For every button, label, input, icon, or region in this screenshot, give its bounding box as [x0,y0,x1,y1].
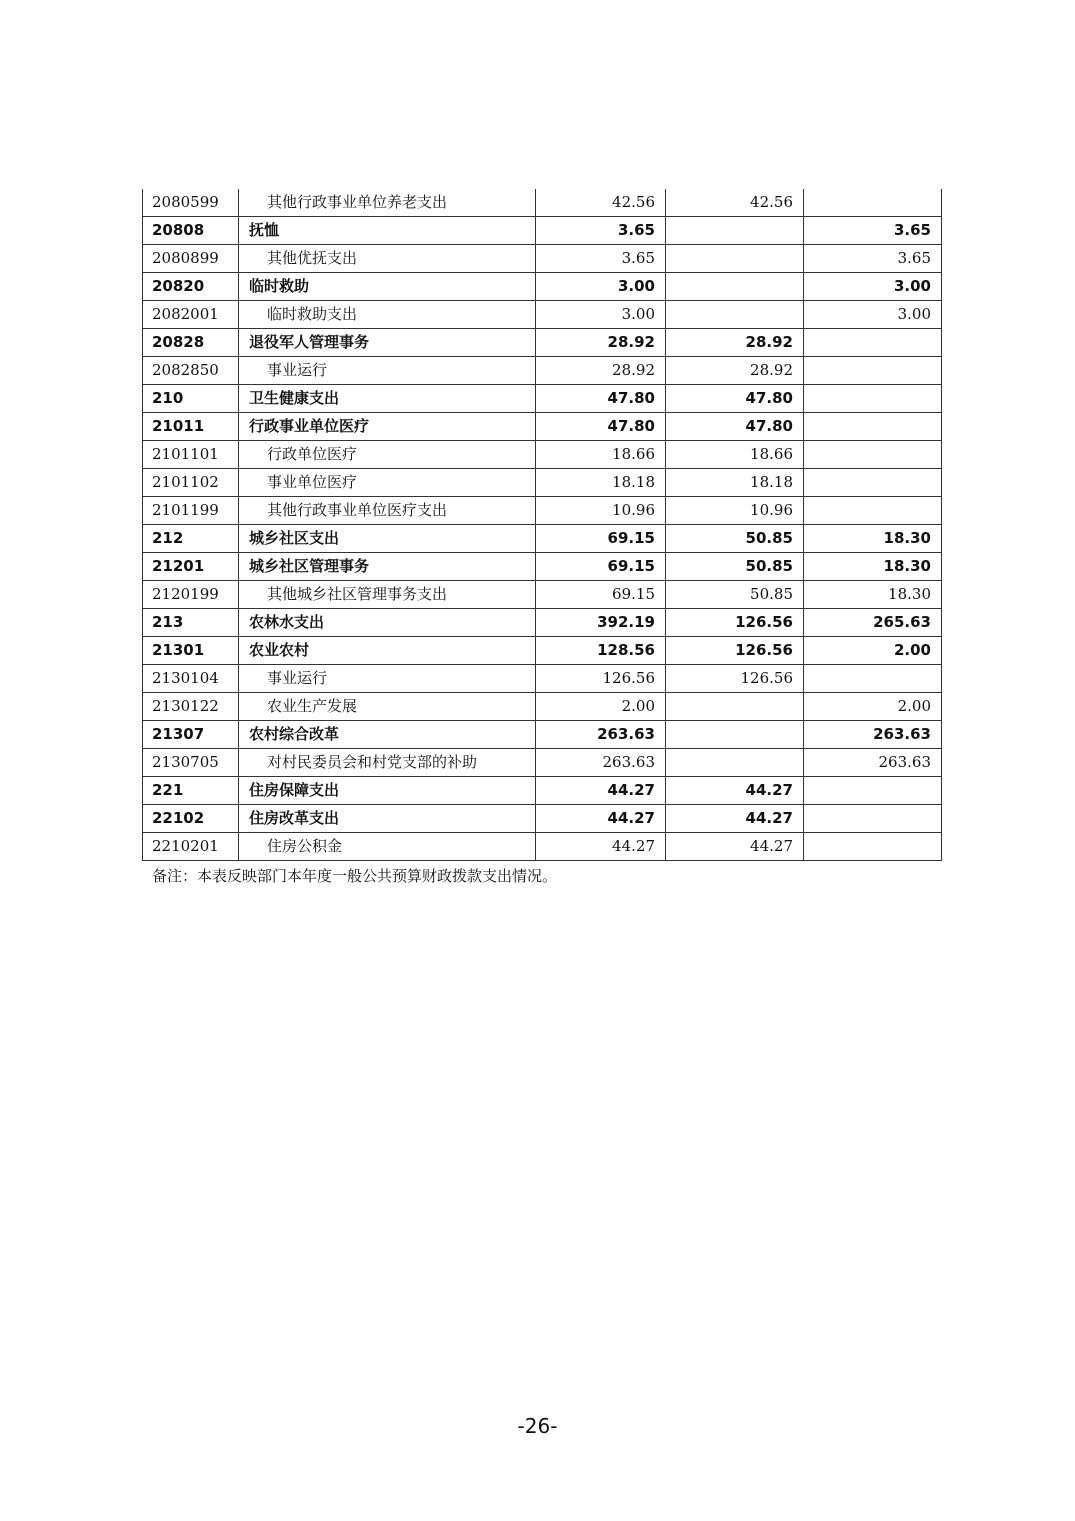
row-name-cell: 农业生产发展 [239,693,536,721]
row-code-cell: 21301 [143,637,239,665]
table-row [143,273,942,301]
row-basic-cell: 28.92 [666,357,804,385]
table-row [143,469,942,497]
row-basic-cell: 126.56 [666,665,804,693]
row-name-cell: 农林水支出 [239,609,536,637]
row-basic-cell: 50.85 [666,553,804,581]
row-name-cell: 事业运行 [239,357,536,385]
row-name-cell: 住房公积金 [239,833,536,861]
row-code-cell: 21011 [143,413,239,441]
table-row [143,441,942,469]
row-total-cell: 44.27 [536,805,666,833]
row-name-cell: 城乡社区支出 [239,525,536,553]
row-total-cell: 28.92 [536,357,666,385]
table-row [143,693,942,721]
row-basic-cell [666,693,804,721]
table-row [143,833,942,861]
table-row [143,777,942,805]
row-code-cell: 2080899 [143,245,239,273]
row-total-cell: 263.63 [536,721,666,749]
row-project-cell [804,357,942,385]
row-basic-cell [666,245,804,273]
row-project-cell [804,777,942,805]
row-total-cell: 47.80 [536,385,666,413]
row-code-cell: 20820 [143,273,239,301]
row-total-cell: 2.00 [536,693,666,721]
row-basic-cell: 18.66 [666,441,804,469]
row-project-cell: 2.00 [804,693,942,721]
row-code-cell: 2082850 [143,357,239,385]
row-name-cell: 行政单位医疗 [239,441,536,469]
row-basic-cell: 126.56 [666,637,804,665]
row-project-cell [804,413,942,441]
row-basic-cell: 126.56 [666,609,804,637]
table-row [143,245,942,273]
table-row [143,637,942,665]
row-code-cell: 221 [143,777,239,805]
row-total-cell: 392.19 [536,609,666,637]
row-project-cell [804,441,942,469]
row-total-cell: 18.66 [536,441,666,469]
row-basic-cell: 18.18 [666,469,804,497]
row-total-cell: 47.80 [536,413,666,441]
row-code-cell: 2120199 [143,581,239,609]
row-total-cell: 263.63 [536,749,666,777]
row-name-cell: 城乡社区管理事务 [239,553,536,581]
row-name-cell: 抚恤 [239,217,536,245]
row-code-cell: 2130705 [143,749,239,777]
table-row [143,497,942,525]
table-row [143,805,942,833]
row-project-cell [804,805,942,833]
row-basic-cell: 42.56 [666,189,804,217]
row-code-cell: 2080599 [143,189,239,217]
row-code-cell: 2130122 [143,693,239,721]
row-name-cell: 其他城乡社区管理事务支出 [239,581,536,609]
row-name-cell: 农村综合改革 [239,721,536,749]
row-total-cell: 128.56 [536,637,666,665]
row-project-cell [804,497,942,525]
row-code-cell: 210 [143,385,239,413]
row-project-cell: 3.65 [804,217,942,245]
row-basic-cell: 50.85 [666,581,804,609]
row-name-cell: 退役军人管理事务 [239,329,536,357]
row-code-cell: 2210201 [143,833,239,861]
row-code-cell: 2130104 [143,665,239,693]
row-basic-cell: 28.92 [666,329,804,357]
row-name-cell: 其他行政事业单位养老支出 [239,189,536,217]
row-project-cell [804,665,942,693]
row-project-cell: 18.30 [804,525,942,553]
row-basic-cell: 47.80 [666,413,804,441]
row-name-cell: 临时救助 [239,273,536,301]
row-project-cell: 2.00 [804,637,942,665]
row-name-cell: 事业单位医疗 [239,469,536,497]
row-project-cell [804,385,942,413]
row-basic-cell: 44.27 [666,833,804,861]
row-project-cell [804,189,942,217]
row-basic-cell [666,273,804,301]
row-basic-cell [666,721,804,749]
row-name-cell: 其他行政事业单位医疗支出 [239,497,536,525]
row-name-cell: 对村民委员会和村党支部的补助 [239,749,536,777]
row-total-cell: 28.92 [536,329,666,357]
table-row [143,329,942,357]
table-row [143,385,942,413]
row-code-cell: 20808 [143,217,239,245]
row-total-cell: 3.00 [536,273,666,301]
row-total-cell: 69.15 [536,553,666,581]
row-total-cell: 3.00 [536,301,666,329]
row-basic-cell: 44.27 [666,805,804,833]
row-total-cell: 69.15 [536,525,666,553]
table-note: 备注：本表反映部门本年度一般公共预算财政拨款支出情况。 [152,867,558,885]
row-project-cell: 18.30 [804,553,942,581]
row-name-cell: 住房改革支出 [239,805,536,833]
row-name-cell: 农业农村 [239,637,536,665]
row-code-cell: 22102 [143,805,239,833]
row-basic-cell: 44.27 [666,777,804,805]
row-project-cell: 18.30 [804,581,942,609]
table-row [143,189,942,217]
row-name-cell: 临时救助支出 [239,301,536,329]
row-total-cell: 44.27 [536,777,666,805]
table-row [143,553,942,581]
row-project-cell: 3.00 [804,301,942,329]
row-name-cell: 行政事业单位医疗 [239,413,536,441]
table-row [143,301,942,329]
table-row [143,749,942,777]
row-project-cell [804,329,942,357]
row-total-cell: 42.56 [536,189,666,217]
table-row [143,413,942,441]
row-name-cell: 卫生健康支出 [239,385,536,413]
row-total-cell: 44.27 [536,833,666,861]
row-project-cell [804,469,942,497]
table-row [143,217,942,245]
row-code-cell: 21307 [143,721,239,749]
row-basic-cell: 47.80 [666,385,804,413]
row-code-cell: 20828 [143,329,239,357]
row-code-cell: 212 [143,525,239,553]
row-project-cell: 265.63 [804,609,942,637]
row-basic-cell [666,301,804,329]
row-basic-cell: 10.96 [666,497,804,525]
row-name-cell: 其他优抚支出 [239,245,536,273]
row-total-cell: 18.18 [536,469,666,497]
row-total-cell: 3.65 [536,217,666,245]
row-project-cell: 3.00 [804,273,942,301]
table-row [143,581,942,609]
budget-table [142,189,942,861]
row-code-cell: 21201 [143,553,239,581]
row-code-cell: 2082001 [143,301,239,329]
row-code-cell: 2101101 [143,441,239,469]
table-row [143,665,942,693]
row-basic-cell [666,217,804,245]
row-code-cell: 213 [143,609,239,637]
row-name-cell: 事业运行 [239,665,536,693]
row-code-cell: 2101199 [143,497,239,525]
row-project-cell [804,833,942,861]
row-basic-cell: 50.85 [666,525,804,553]
page-number: -26- [517,1414,558,1438]
row-project-cell: 263.63 [804,749,942,777]
row-total-cell: 69.15 [536,581,666,609]
row-project-cell: 263.63 [804,721,942,749]
row-total-cell: 10.96 [536,497,666,525]
table-row [143,525,942,553]
row-code-cell: 2101102 [143,469,239,497]
row-name-cell: 住房保障支出 [239,777,536,805]
table-row [143,357,942,385]
row-basic-cell [666,749,804,777]
table-row [143,721,942,749]
row-total-cell: 126.56 [536,665,666,693]
row-project-cell: 3.65 [804,245,942,273]
row-total-cell: 3.65 [536,245,666,273]
table-row [143,609,942,637]
table-body [143,189,942,861]
